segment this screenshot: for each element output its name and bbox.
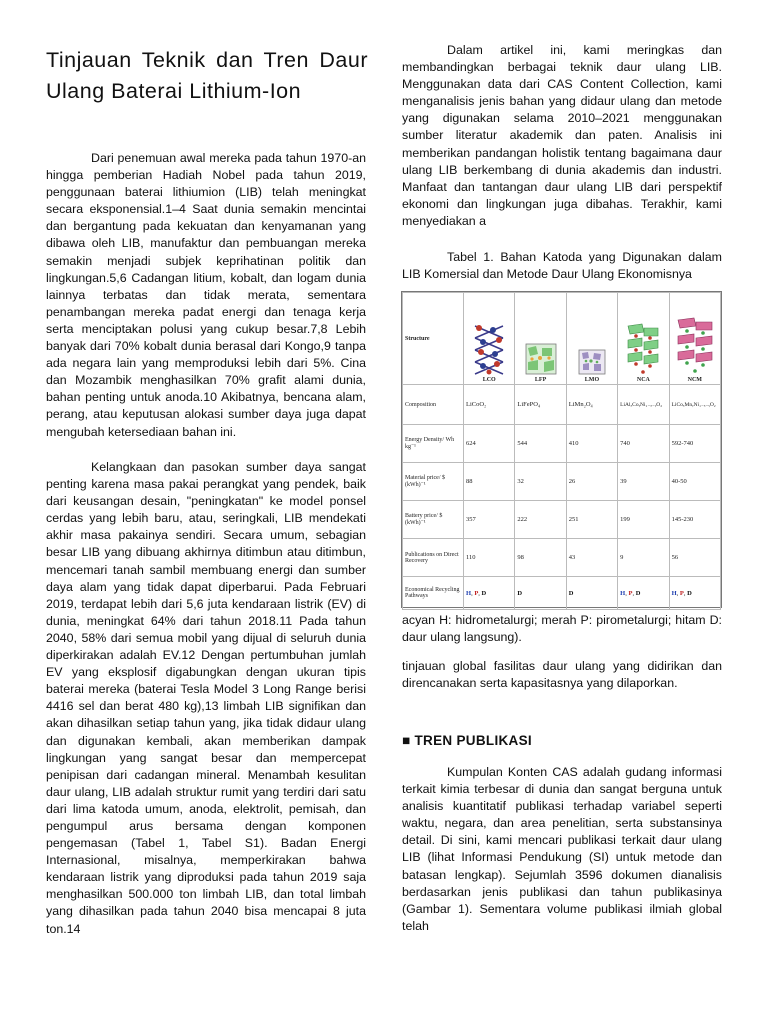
column-label: LCO [482, 377, 496, 383]
col-lmo [566, 293, 617, 385]
table-cell: LiCoO₂ [464, 385, 515, 425]
row-label: Battery price/ $ (kWh)⁻¹ [403, 501, 464, 539]
table-row [403, 463, 721, 501]
table-row [403, 577, 721, 610]
section-paragraph [402, 764, 722, 935]
lco-crystal-icon [469, 320, 509, 376]
table-row [403, 539, 721, 577]
row-label: Material price/ $ (kWh)⁻¹ [403, 463, 464, 501]
cathode-table [401, 291, 722, 608]
table-cell: 88 [464, 463, 515, 501]
section-heading: ■ TREN PUBLIKASI [402, 733, 532, 748]
table-cell: 39 [618, 463, 669, 501]
col-lfp [515, 293, 566, 385]
table-cell: LiAlₓCoᵧNi₁₋ₓ₋ᵧO₂ [618, 385, 669, 425]
table-cell: 222 [515, 501, 566, 539]
table-cell: 32 [515, 463, 566, 501]
table-cell: 40-50 [669, 463, 720, 501]
lmo-crystal-icon [577, 348, 607, 376]
paragraph-text: Kumpulan Konten CAS adalah gudang informasi terkait kimia terbesar di dunia dan sangat berguna untuk analisis kuantitatif publikasi terhadap variabel seperti waktu, negara, dan area penelitian, serta substansinya detail. Di sini, kami mencari publikasi terkait daur ulang LIB (lihat Informasi Pendukung (SI) untuk metode dan batasan lengkap). Sejumlah 3596 dokumen dianalisis berdasarkan jenis publikasi dan tahun publikasinya (Gambar 1). Sementara volume publikasi ilmiah global telah [402, 765, 722, 933]
table-cell: 56 [669, 539, 720, 577]
table-cell: 357 [464, 501, 515, 539]
column-label: LFP [534, 377, 547, 383]
table-row [403, 385, 721, 425]
table-cell: 251 [566, 501, 617, 539]
row-label: Energy Density/ Wh kg⁻¹ [403, 425, 464, 463]
recycling-cell: D [515, 577, 566, 610]
table-cell: 110 [464, 539, 515, 577]
recycling-cell: D [566, 577, 617, 610]
right-after-paragraph: tinjauan global fasilitas daur ulang yang didirikan dan direncanakan serta kapasitasnya yang dilaporkan. [402, 659, 722, 691]
table-cell: LiCoₓMnᵧNi₁₋ₓ₋ᵧO₂ [669, 385, 720, 425]
col-nca [618, 293, 669, 385]
recycling-cell: H, P, D [669, 577, 720, 610]
article-title: Tinjauan Teknik dan Tren Daur Ulang Baterai Lithium-Ion [46, 48, 368, 103]
lfp-crystal-icon [524, 342, 558, 376]
table-cell: 98 [515, 539, 566, 577]
ncm-crystal-icon [674, 314, 716, 376]
table-cell: LiMn₂O₄ [566, 385, 617, 425]
structure-label: Structure [403, 293, 464, 385]
row-label: Economical Recycling Pathways [403, 577, 464, 610]
table-cell: 410 [566, 425, 617, 463]
table-note: acyan H: hidrometalurgi; merah P: pirometalurgi; hitam D: daur ulang langsung). [402, 613, 722, 645]
table-cell: 145-230 [669, 501, 720, 539]
paragraph-text: Dalam artikel ini, kami meringkas dan membandingkan berbagai teknik daur ulang LIB. Menggunakan data dari CAS Content Collection, kami menganalisis jenis bahan yang didaur ulang dan metode yang digunakan selama 2010–2021 menggunakan sumber literatur akademik dan paten. Analisis ini memberikan pandangan holistik tentang bagaimana daur ulang LIB berkembang di dunia akademis dan industri. Manfaat dan tantangan daur ulang LIB dari perspektif ekonomi dan lingkungan juga dibahas. Terakhir, kami menyediakan a [402, 43, 722, 228]
table-cell: 9 [618, 539, 669, 577]
column-label: LMO [584, 377, 600, 383]
paragraph-text: Dari penemuan awal mereka pada tahun 1970-an hingga pemberian Hadiah Nobel pada tahun 2019, penggunaan baterai lithiumion (LIB) telah meningkat secara eksponensial.1–4 Saat dunia semakin mencintai dan bergantung pada kekuatan dan kenyamanan yang dibawa oleh LIB, manufaktur dan pembuangan mereka semakin menjadi subjek keprihatinan politik dan lingkungan.5,6 Cadangan litium, kobalt, dan logam dunia lainnya terbatas dan tidak merata, sementara penambangan mereka padat energi dan tenaga kerja serta menciptakan polusi yang cukup besar.7,8 Lebih banyak dari 70% kobalt dunia berasal dari Kongo,9 tanpa ada negara lain yang memproduksi lebih dari 5%. Cina dan Mozambik menghasilkan 70% grafit alami dunia, bahan penting untuk anoda.10 Akibatnya, bencana alam, perang, atau keputusan alokasi sumber daya juga dapat mengubah ketersediaan bahan ini. [46, 151, 366, 439]
table-row [403, 501, 721, 539]
paragraph-text: Kelangkaan dan pasokan sumber daya sangat penting karena masa pakai perangkat yang pendek, baik dari keusangan desain, "peningkatan" ke model ponsel cerdas yang lebih baru, atau, seringkali, LIB mendekati akhir masa pakainya sendiri. Secara umum, sebagian besar LIB yang dibuang akhirnya ditimbun atau ditimbun, mencemari tanah sambil membuang energi dan sumber daya alam yang tidak dapat diperbarui. Pada Februari 2019, terdapat lebih dari 5,6 juta kendaraan listrik (EV) di dunia, meningkat 64% dari tahun 2018.11 Pada tahun 2040, 58% dari semua mobil yang dijual di seluruh dunia diperkirakan adalah EV.12 Dengan pertumbuhan jumlah EV yang eksplosif digabungkan dengan ukuran tipis baterai mereka (baterai Tesla Model 3 Long Range berisi 4416 sel dan berat 480 kg),13 limbah LIB signifikan dan akan dihasilkan setiap tahun yang, jika tidak didaur ulang dan digunakan kembali, akan memberikan dampak lingkungan yang sangat besar dan mempercepat penipisan dari cadangan mineral. Menambah kesulitan daur ulang, LIB adalah struktur rumit yang terdiri dari satu dari lima katoda umum, anoda, elektrolit, pemisah, dan pengumpul arus bersama dengan komponen pengemasan (Tabel 1, Tabel S1). Badan Energi Internasional, misalnya, memperkirakan bahwa kendaraan listrik yang diproduksi pada tahun 2019 saja menghasilkan 500.000 ton limbah LIB, dan total limbah yang dihasilkan pada tahun 2040 bisa mencapai 8 juta ton.14 [46, 460, 366, 936]
table-cell: 592-740 [669, 425, 720, 463]
col-lco [464, 293, 515, 385]
row-label: Publications on Direct Recovery [403, 539, 464, 577]
intro-paragraph-2 [46, 459, 366, 938]
right-intro-paragraph [402, 42, 722, 230]
table-cell: 544 [515, 425, 566, 463]
intro-paragraph-1 [46, 150, 366, 441]
column-label: NCM [687, 377, 702, 383]
recycling-cell: H, P, D [618, 577, 669, 610]
table-cell: 740 [618, 425, 669, 463]
table-cell: LiFePO₄ [515, 385, 566, 425]
table-caption: Tabel 1. Bahan Katoda yang Digunakan dalam LIB Komersial dan Metode Daur Ulang Ekonomisnya [402, 250, 722, 282]
table-cell: 26 [566, 463, 617, 501]
recycling-cell: H, P, D [464, 577, 515, 610]
row-label: Composition [403, 385, 464, 425]
table-cell: 43 [566, 539, 617, 577]
column-label: NCA [636, 377, 650, 383]
table-cell: 199 [618, 501, 669, 539]
nca-crystal-icon [624, 320, 662, 376]
col-ncm [669, 293, 720, 385]
table-cell: 624 [464, 425, 515, 463]
table-row [403, 425, 721, 463]
